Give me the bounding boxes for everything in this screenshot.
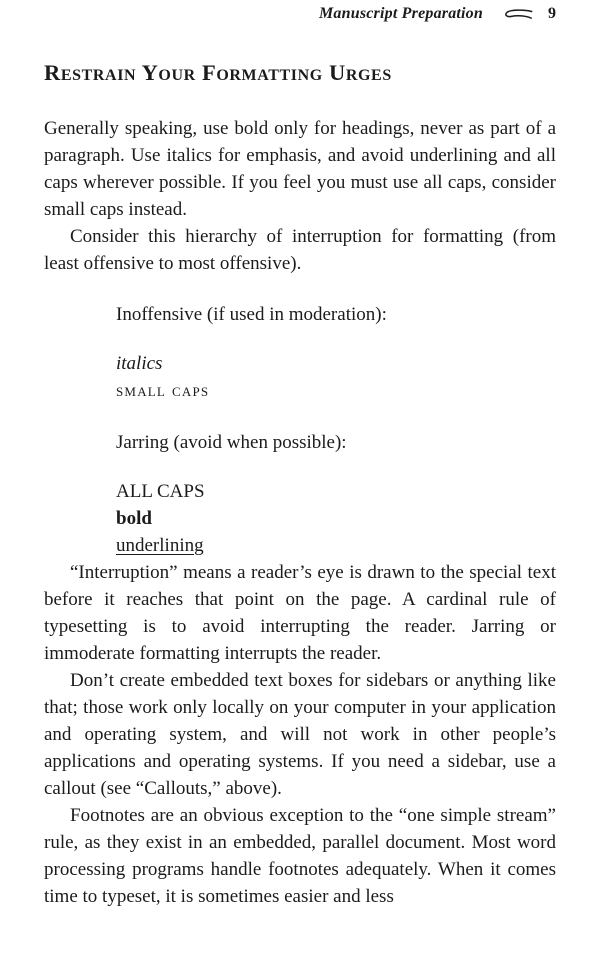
paragraph-bold-usage: Generally speaking, use bold only for headings, never as part of a paragraph. Use italics for emphasis, and avoid underlining and all caps wherever possible. If you feel you must use all caps, consider small caps instead. [44,118,556,220]
swash-ornament-icon [503,8,533,21]
hierarchy-label-jarring: Jarring (avoid when possible): [116,432,347,453]
hierarchy-group-inoffensive [116,350,556,404]
hierarchy-item-small-caps: small caps [116,380,210,401]
section-heading: Restrain Your Formatting Urges [44,60,392,85]
paragraph-hierarchy-intro: Consider this hierarchy of interruption for formatting (from least offensive to most offensive). [44,226,556,274]
running-header-title: Manuscript Preparation [319,5,483,22]
paragraph-text-boxes: Don’t create embedded text boxes for sidebars or anything like that; those work only locally on your computer in your application and operating system, and will not work in other people’s applications and operating systems. If you need a sidebar, use a callout (see “Callouts,” above). [44,670,556,799]
paragraph-interruption: “Interruption” means a reader’s eye is drawn to the special text before it reaches that point on the page. A cardinal rule of typesetting is to avoid interrupting the reader. Jarring or immoderate formatting interrupts the reader. [44,562,556,664]
hierarchy-item-bold: bold [116,508,152,529]
hierarchy-label-inoffensive: Inoffensive (if used in moderation): [116,304,387,325]
hierarchy-group-jarring [116,478,556,559]
formatting-hierarchy-list [116,301,556,559]
hierarchy-item-italics: italics [116,353,163,374]
page-number: 9 [548,5,556,22]
hierarchy-item-underlining: underlining [116,535,204,556]
running-head [44,4,556,24]
paragraph-footnotes: Footnotes are an obvious exception to the “one simple stream” rule, as they exist in an embedded, parallel document. Most word processing programs handle footnotes adequately. When it comes time to typeset, it is sometimes easier and less [44,805,556,907]
hierarchy-item-all-caps: ALL CAPS [116,481,205,502]
